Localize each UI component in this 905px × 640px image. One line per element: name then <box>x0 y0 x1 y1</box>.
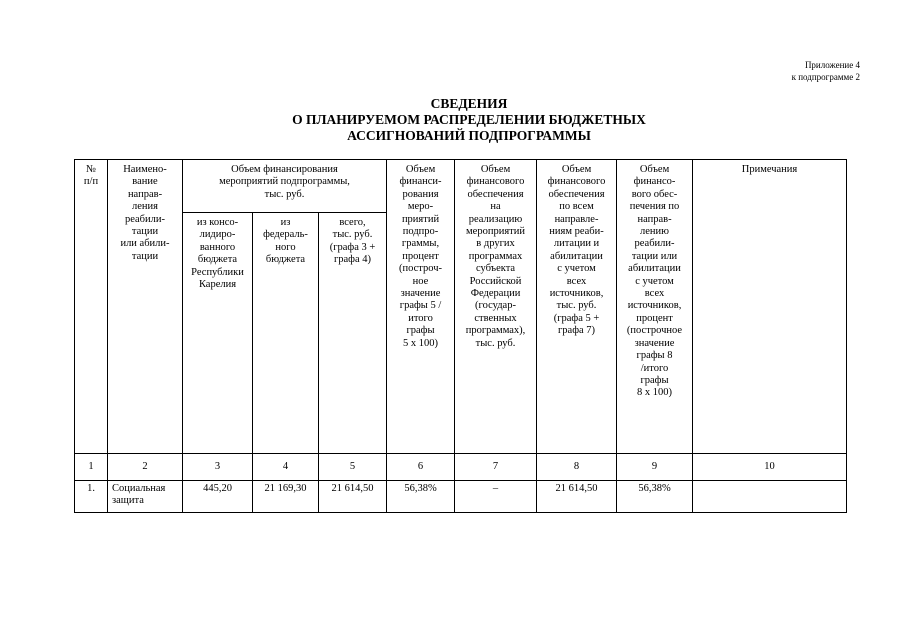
header-num: № п/п <box>75 160 108 454</box>
column-number: 8 <box>537 454 617 481</box>
header-sub-federal: из федераль- ного бюджета <box>253 213 319 454</box>
row-num: 1. <box>75 481 108 513</box>
header-col6: Объем финанси- рования меро- приятий подпро- граммы, процент (построч- ное значение графы 5 / итого графы 5 x 100) <box>387 160 455 454</box>
header-col10: Примечания <box>693 160 847 454</box>
appendix-note <box>792 59 860 83</box>
row-regional: 445,20 <box>183 481 253 513</box>
header-col7: Объем финансового обеспечения на реализацию мероприятий в других программах субъекта Российской Федерации (государ- ственных программах), тыс. руб. <box>455 160 537 454</box>
appendix-line-1: Приложение 4 <box>804 60 860 70</box>
header-col8: Объем финансового обеспечения по всем направле- ниям реаби- литации и абилитации с учетом всех источников, тыс. руб. (графа 5 + графа 7) <box>537 160 617 454</box>
column-number: 7 <box>455 454 537 481</box>
title-line-2: О ПЛАНИРУЕМОМ РАСПРЕДЕЛЕНИИ БЮДЖЕТНЫХ <box>292 112 646 127</box>
row-other-programs: – <box>455 481 537 513</box>
header-sub-total: всего, тыс. руб. (графа 3 + графа 4) <box>319 213 387 454</box>
appendix-line-2: к подпрограмме 2 <box>791 72 860 82</box>
budget-allocation-table <box>74 159 847 513</box>
column-number: 10 <box>693 454 847 481</box>
column-number: 4 <box>253 454 319 481</box>
document-title <box>0 96 905 144</box>
header-row-1 <box>75 160 847 213</box>
row-percent-all: 56,38% <box>617 481 693 513</box>
header-sub-regional: из консо- лидиро- ванного бюджета Республики Карелия <box>183 213 253 454</box>
row-notes <box>693 481 847 513</box>
header-name: Наимено- вание направ- ления реабили- тации или абили- тации <box>108 160 183 454</box>
column-number: 3 <box>183 454 253 481</box>
header-volume-group: Объем финансирования мероприятий подпрограммы, тыс. руб. <box>183 160 387 213</box>
column-number: 6 <box>387 454 455 481</box>
header-col9: Объем финансо- вого обес- печения по направ- лению реабили- тации или абилитации с учетом всех источников, процент (построчное значение графы 8 /итого графы 8 x 100) <box>617 160 693 454</box>
row-federal: 21 169,30 <box>253 481 319 513</box>
column-number-row <box>75 454 847 481</box>
column-number: 9 <box>617 454 693 481</box>
row-total: 21 614,50 <box>319 481 387 513</box>
row-name: Социальная защита <box>108 481 183 513</box>
column-number: 5 <box>319 454 387 481</box>
title-line-1: СВЕДЕНИЯ <box>430 96 508 111</box>
table-row <box>75 481 847 513</box>
row-percent-program: 56,38% <box>387 481 455 513</box>
title-line-3: АССИГНОВАНИЙ ПОДПРОГРАММЫ <box>347 128 591 143</box>
row-all-sources: 21 614,50 <box>537 481 617 513</box>
column-number: 1 <box>75 454 108 481</box>
column-number: 2 <box>108 454 183 481</box>
